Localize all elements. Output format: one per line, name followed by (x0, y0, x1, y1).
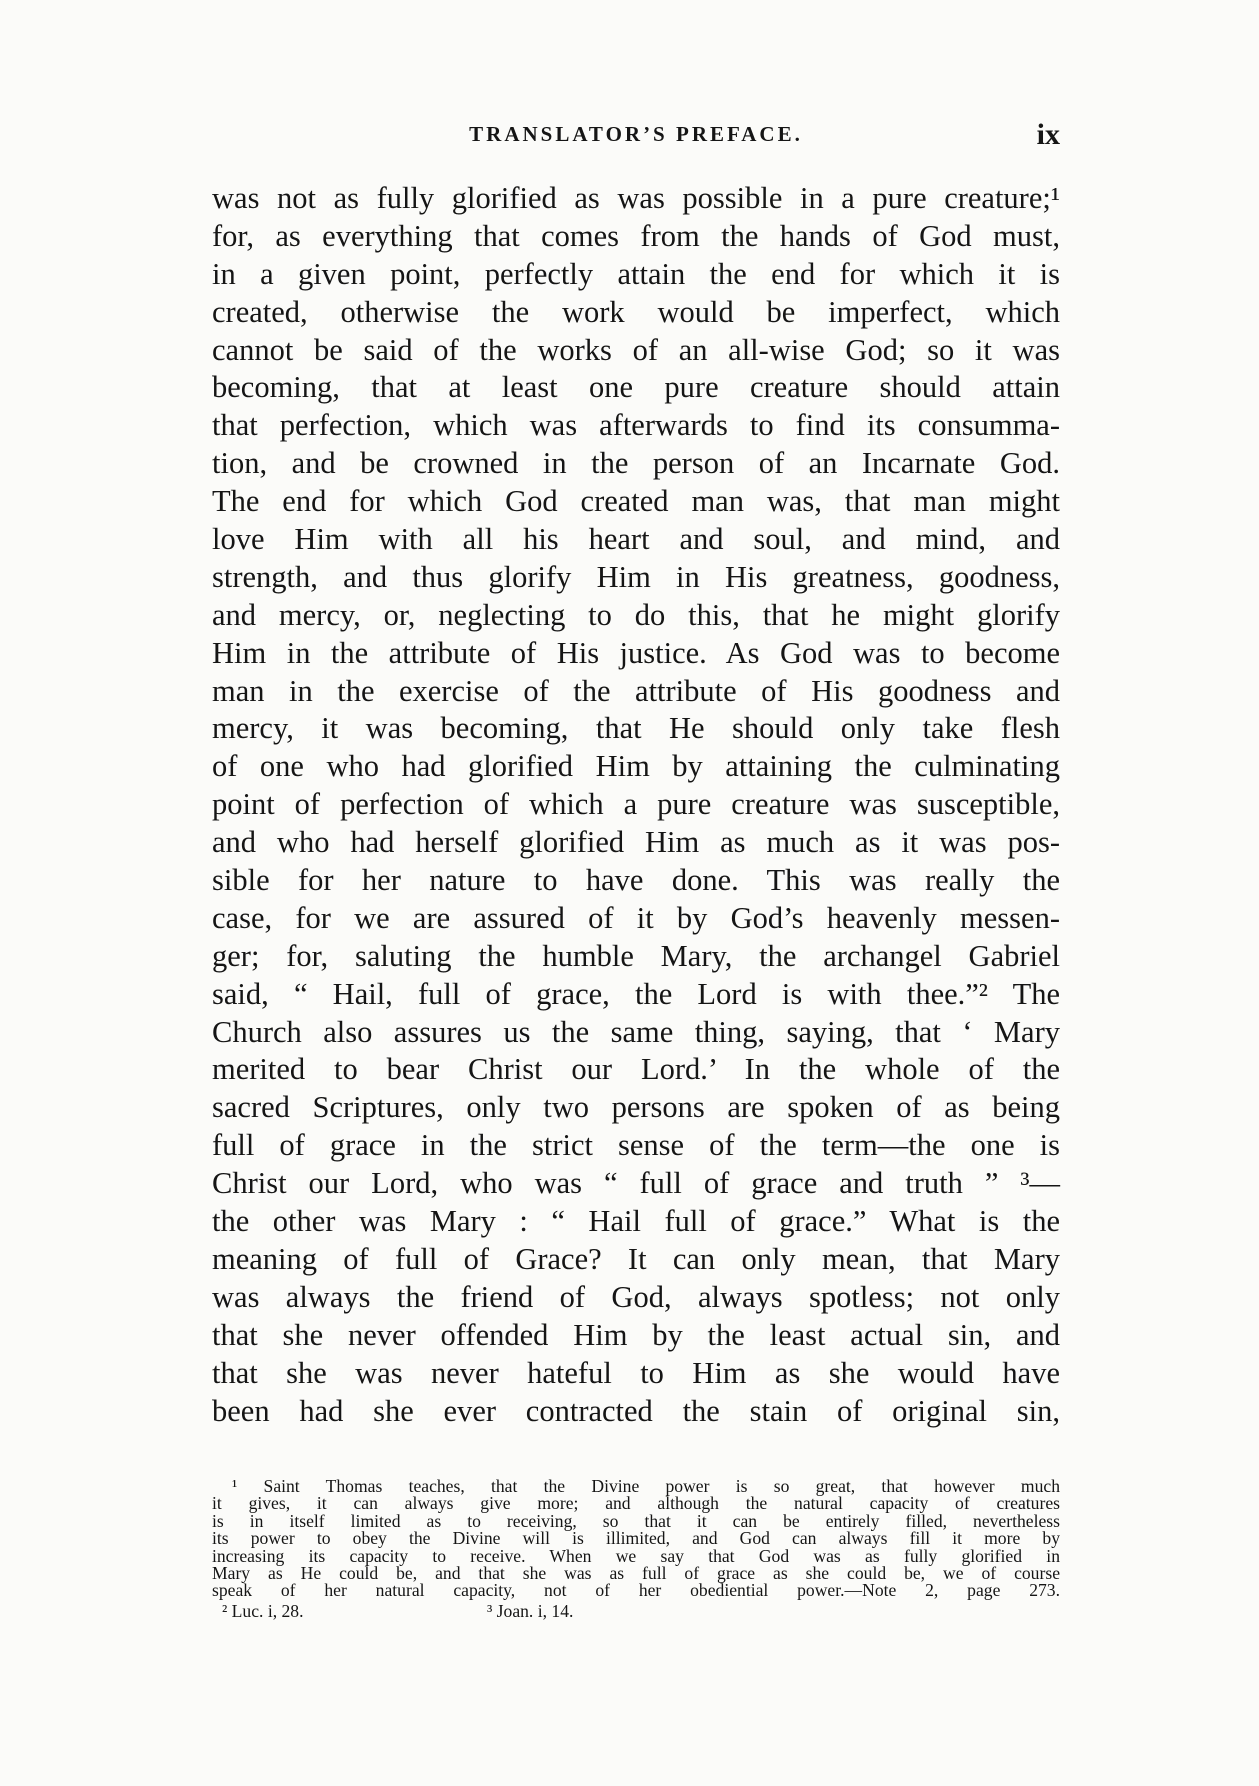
footnote-line: it gives, it can always give more; and although the natural capacity of creatures (212, 1493, 1060, 1514)
text-line: meaning of full of Grace? It can only mean, that Mary (212, 1241, 1060, 1276)
text-line: the other was Mary : “ Hail full of grace.” What is the (212, 1204, 1060, 1239)
footnote-ref-luke: ² Luc. i, 28. (222, 1600, 304, 1621)
text-line: that perfection, which was afterwards to find its consumma- (212, 408, 1060, 443)
text-line: becoming, that at least one pure creature should attain (212, 370, 1060, 405)
page-header (212, 118, 1060, 158)
text-line: created, otherwise the work would be imperfect, which (212, 294, 1060, 329)
footnote-references (212, 1601, 1060, 1621)
text-line: in a given point, perfectly attain the end for which it is (212, 256, 1060, 291)
text-line: Him in the attribute of His justice. As God was to become (212, 635, 1060, 670)
text-line: strength, and thus glorify Him in His greatness, goodness, (212, 559, 1060, 594)
text-line: Church also assures us the same thing, saying, that ‘ Mary (212, 1014, 1060, 1049)
text-line: mercy, it was becoming, that He should only take flesh (212, 711, 1060, 746)
footnote-line: speak of her natural capacity, not of her obediential power.—Note 2, page 273. (212, 1580, 1060, 1601)
text-line: for, as everything that comes from the hands of God must, (212, 218, 1060, 253)
text-line: case, for we are assured of it by God’s heavenly messen- (212, 900, 1060, 935)
text-line: sible for her nature to have done. This was really the (212, 863, 1060, 898)
text-line: that she was never hateful to Him as she would have (212, 1355, 1060, 1390)
footnote-line: increasing its capacity to receive. When we say that God was as fully glorified in (212, 1545, 1060, 1566)
body-text (212, 180, 1060, 1430)
text-line: been had she ever contracted the stain of original sin, (212, 1393, 1060, 1428)
footnote-line: ¹ Saint Thomas teaches, that the Divine power is so great, that however much (232, 1476, 1060, 1496)
footnote-ref-john: ³ Joan. i, 14. (487, 1600, 574, 1621)
footnote-line: its power to obey the Divine will is illimited, and God can always fill it more by (212, 1528, 1060, 1549)
text-line: cannot be said of the works of an all-wise God; so it was (212, 332, 1060, 367)
text-line: said, “ Hail, full of grace, the Lord is with thee.”² The (212, 976, 1060, 1011)
footnote-line: is in itself limited as to receiving, so that it can be entirely filled, nevertheless (212, 1510, 1060, 1531)
text-line: The end for which God created man was, that man might (212, 484, 1060, 519)
footnotes (212, 1478, 1060, 1621)
text-line: ger; for, saluting the humble Mary, the archangel Gabriel (212, 938, 1060, 973)
page-number: ix (1036, 118, 1060, 151)
running-title: TRANSLATOR’S PREFACE. (469, 122, 803, 146)
text-line: was not as fully glorified as was possible in a pure creature;¹ (212, 181, 1060, 215)
text-line: was always the friend of God, always spotless; not only (212, 1279, 1060, 1314)
text-line: merited to bear Christ our Lord.’ In the whole of the (212, 1052, 1060, 1087)
text-line: point of perfection of which a pure creature was susceptible, (212, 787, 1060, 822)
text-line: sacred Scriptures, only two persons are spoken of as being (212, 1090, 1060, 1125)
text-line: and mercy, or, neglecting to do this, that he might glorify (212, 597, 1060, 632)
text-line: man in the exercise of the attribute of His goodness and (212, 673, 1060, 708)
text-line: love Him with all his heart and soul, and mind, and (212, 522, 1060, 557)
text-line: Christ our Lord, who was “ full of grace and truth ” ³— (212, 1166, 1060, 1201)
text-line: of one who had glorified Him by attaining the culminating (212, 749, 1060, 784)
footnote-line: Mary as He could be, and that she was as full of grace as she could be, we of course (212, 1562, 1060, 1583)
text-line: tion, and be crowned in the person of an Incarnate God. (212, 446, 1060, 481)
text-line: that she never offended Him by the least actual sin, and (212, 1317, 1060, 1352)
text-line: and who had herself glorified Him as much as it was pos- (212, 825, 1060, 860)
text-line: full of grace in the strict sense of the term—the one is (212, 1128, 1060, 1163)
